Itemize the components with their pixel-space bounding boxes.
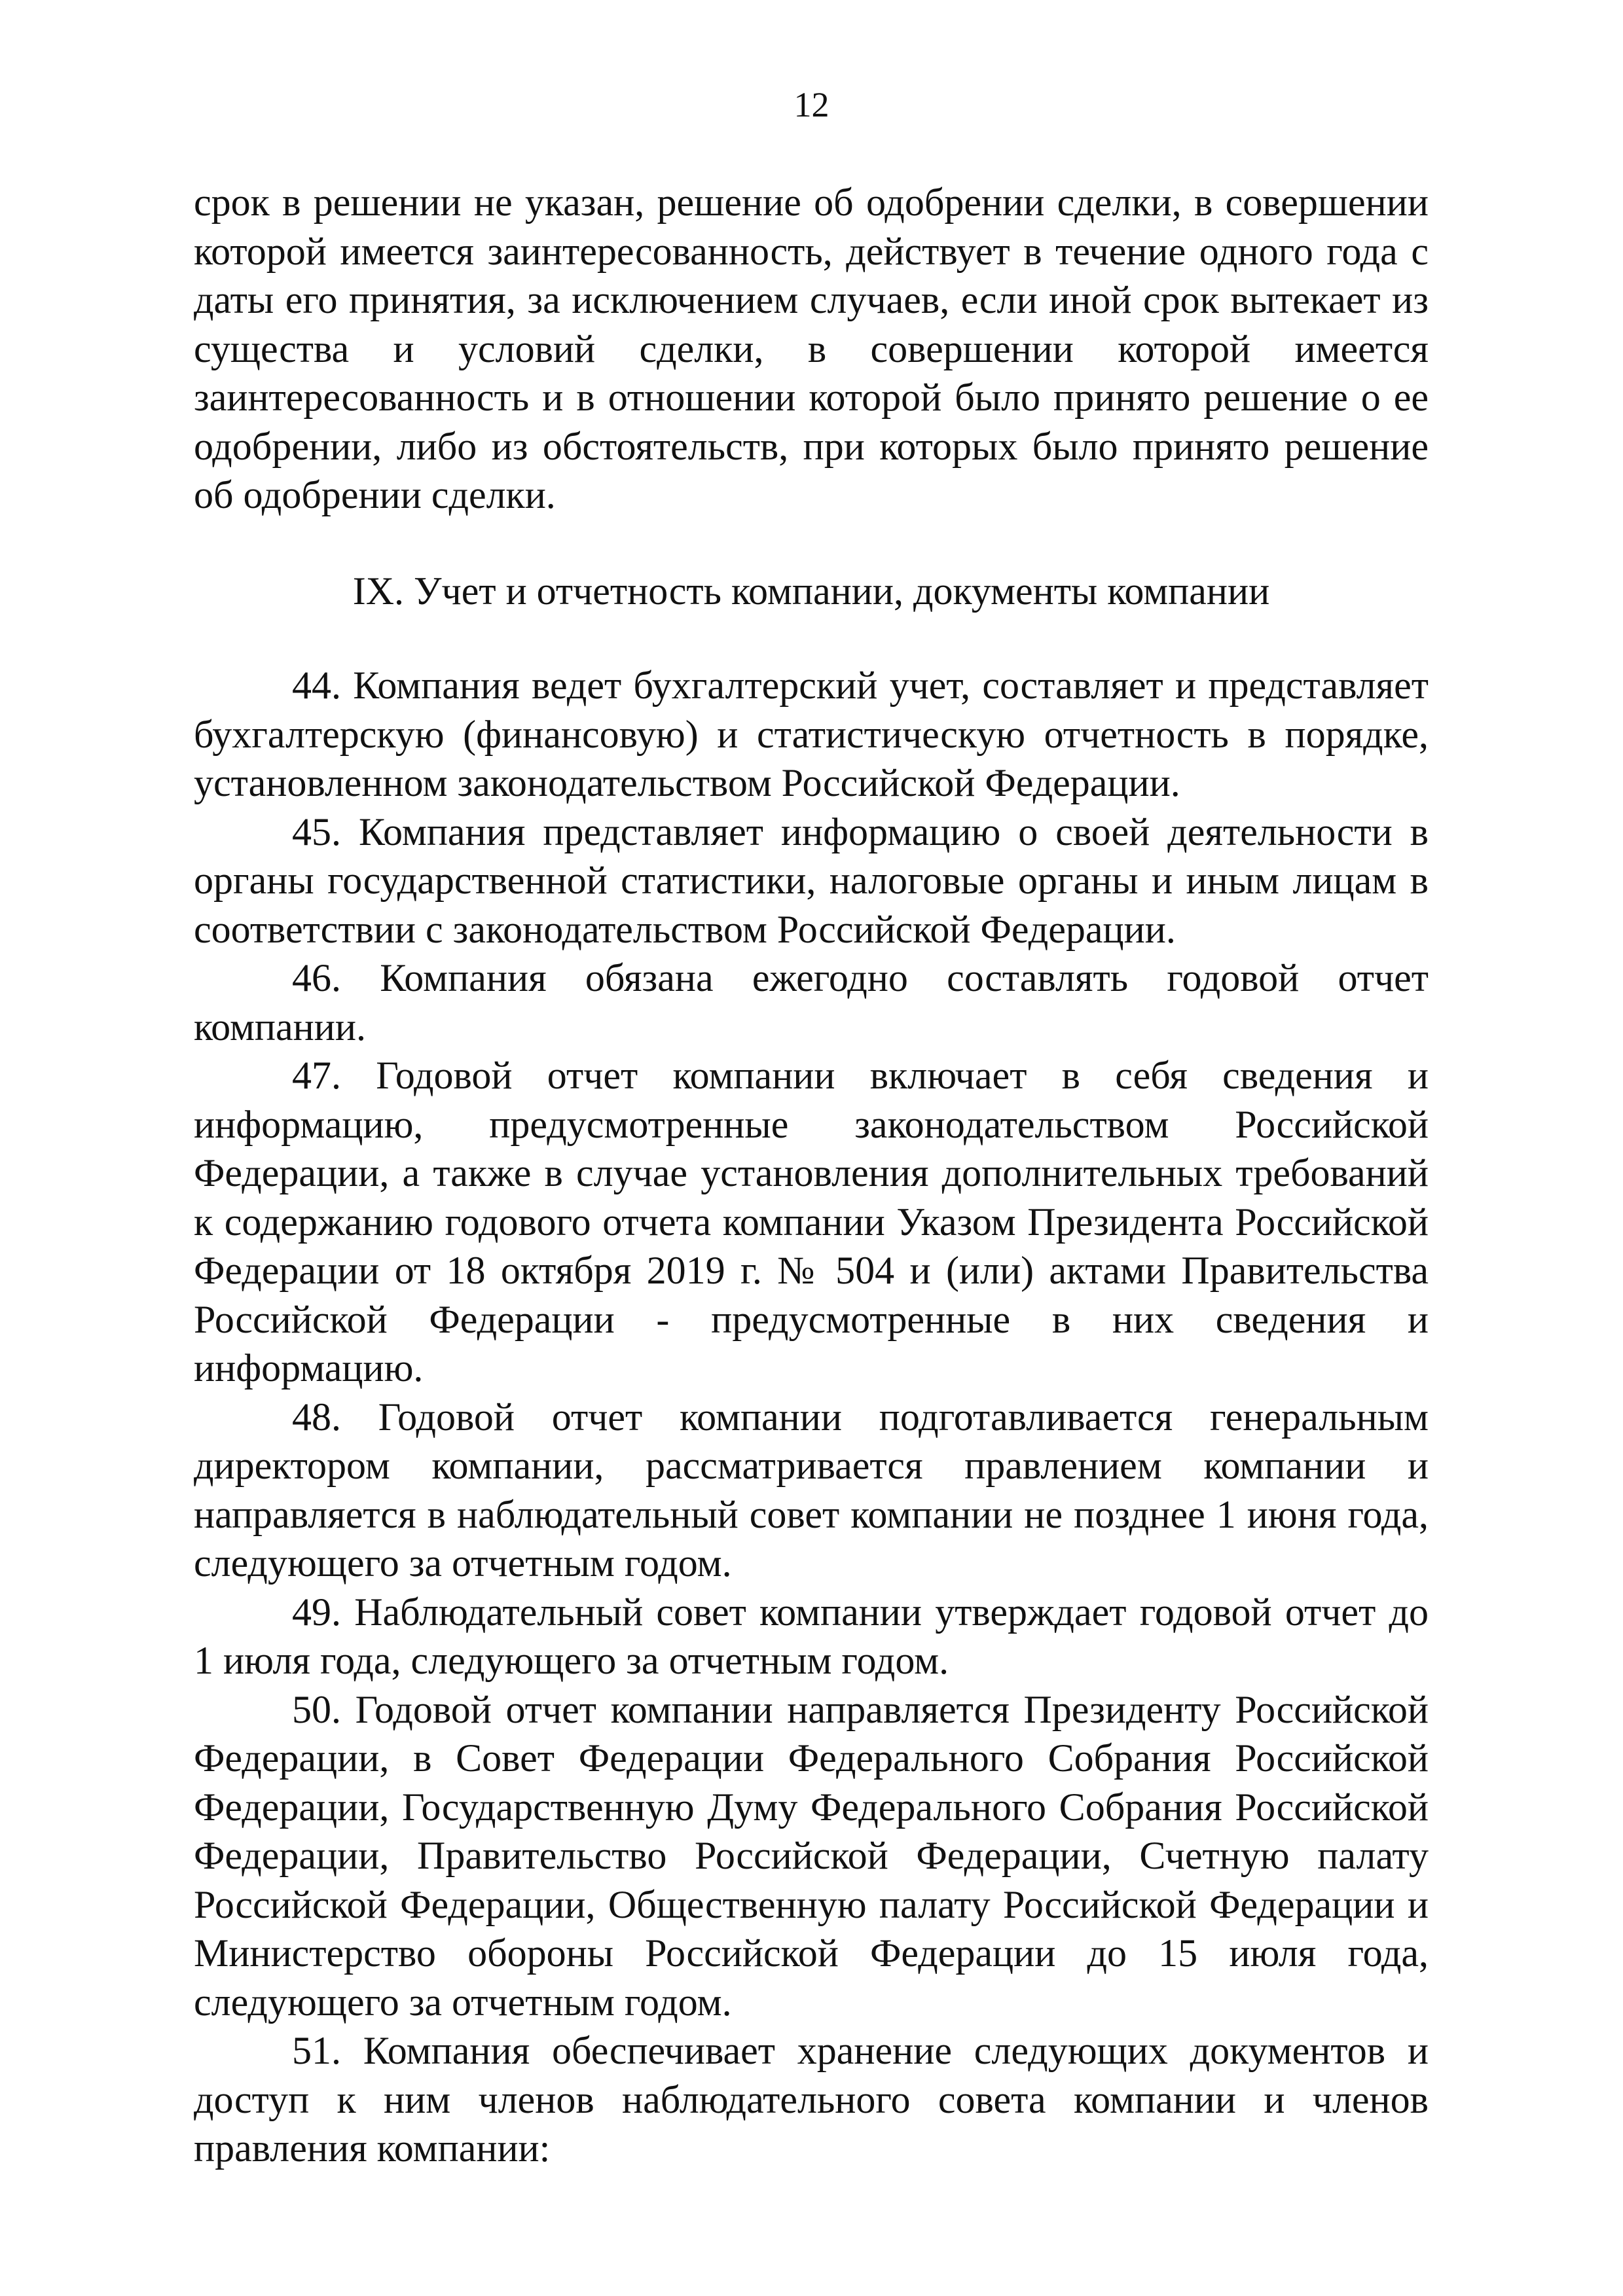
document-body (194, 178, 1429, 2173)
paragraph-44: 44. Компания ведет бухгалтерский учет, составляет и представляет бухгалтерскую (финансовую) и статистическую отчетность в порядке, установленном законодательством Российской Федерации. (194, 664, 1429, 804)
paragraph-51: 51. Компания обеспечивает хранение следующих документов и доступ к ним членов наблюдательного совета компании и членов правления компании: (194, 2029, 1429, 2170)
page-number: 12 (793, 85, 830, 124)
paragraph-46: 46. Компания обязана ежегодно составлять годовой отчет компании. (194, 956, 1429, 1049)
paragraph-48: 48. Годовой отчет компании подготавливается генеральным директором компании, рассматривается правлением компании и направляется в наблюдательный совет компании не позднее 1 июня года, следующего за отчетным годом. (194, 1395, 1429, 1585)
section-heading: IX. Учет и отчетность компании, документы компании (352, 569, 1270, 613)
paragraph-45: 45. Компания представляет информацию о своей деятельности в органы государственной статистики, налоговые органы и иным лицам в соответствии с законодательством Российской Федерации. (194, 810, 1429, 951)
paragraph-47: 47. Годовой отчет компании включает в себя сведения и информацию, предусмотренные законодательством Российской Федерации, а также в случае установления дополнительных требований к содержанию годового отчета компании Указом Президента Российской Федерации от 18 октября 2019 г. № 504 и (или) актами Правительства Российской Федерации - предусмотренные в них сведения и информацию. (194, 1054, 1429, 1390)
paragraph-49: 49. Наблюдательный совет компании утверждает годовой отчет до 1 июля года, следующего за отчетным годом. (194, 1590, 1429, 1682)
paragraph-continuation: срок в решении не указан, решение об одобрении сделки, в совершении которой имеется заинтересованность, действует в течение одного года с даты его принятия, за исключением случаев, если иной срок вытекает из существа и условий сделки, в совершении которой имеется заинтересованность и в отношении которой было принято решение о ее одобрении, либо из обстоятельств, при которых было принято решение об одобрении сделки. (194, 181, 1429, 516)
paragraph-50: 50. Годовой отчет компании направляется Президенту Российской Федерации, в Совет Федерации Федерального Собрания Российской Федерации, Государственную Думу Федерального Собрания Российской Федерации, Правительство Российской Федерации, Счетную палату Российской Федерации, Общественную палату Российской Федерации и Министерство обороны Российской Федерации до 15 июля года, следующего за отчетным годом. (194, 1687, 1429, 2024)
